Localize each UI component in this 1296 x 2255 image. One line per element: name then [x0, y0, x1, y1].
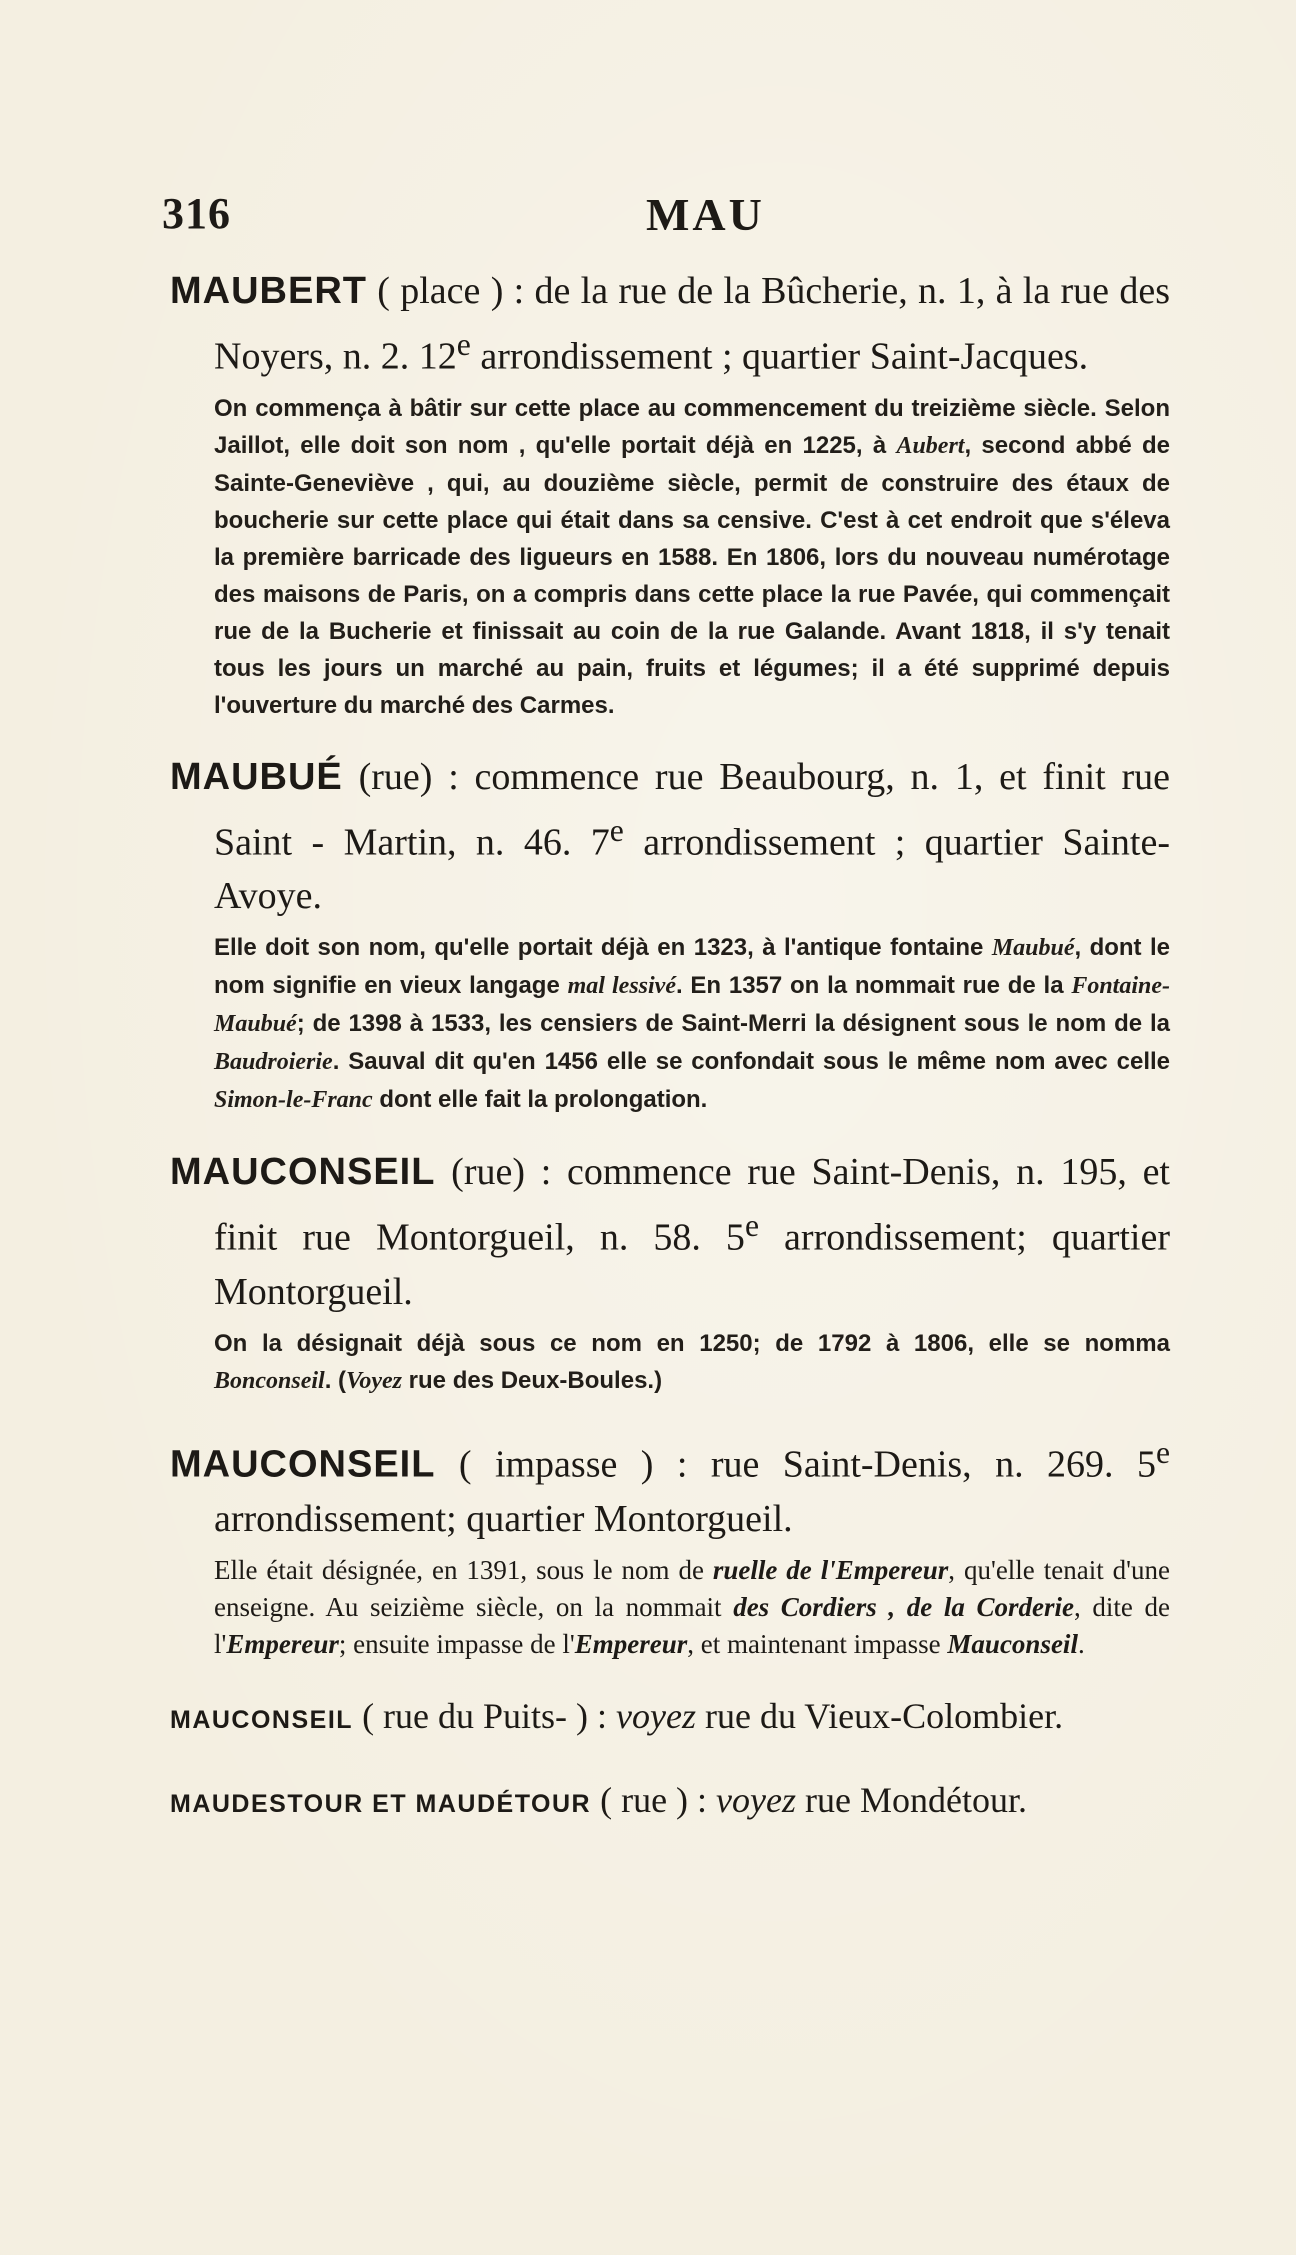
entry-maubue [170, 750, 1170, 1120]
entry-heading [170, 1426, 1170, 1546]
note-text: Elle doit son nom, qu'elle portait déjà en 1323, à l'antique fontaine [214, 934, 992, 962]
running-header [162, 188, 1164, 248]
entry-note [170, 1325, 1170, 1400]
note-text: . [1077, 1628, 1085, 1659]
page-number: 316 [162, 189, 231, 238]
entry-text: ( rue ) : [591, 1779, 717, 1820]
note-text: On commença à bâtir sur cette place au commencement du treizième siècle. Selon Jaillot, elle doit son nom , qu'elle portait déjà en 1225, à [214, 394, 1170, 459]
entry-text: rue du Vieux-Colombier. [695, 1695, 1064, 1736]
entry-text: ( rue du Puits- ) : [353, 1695, 617, 1736]
entry-lemma: MAUBERT [170, 270, 367, 312]
entry-mauconseil-impasse [170, 1426, 1170, 1663]
entry-heading [170, 264, 1170, 384]
ordinal-suffix: e [1155, 1434, 1170, 1470]
note-italic: Fontaine-Maubué [214, 973, 1170, 1038]
ordinal-suffix: e [456, 327, 471, 362]
entry-note [170, 390, 1170, 724]
note-italic: Empereur [226, 1628, 339, 1659]
entry-maubert [170, 264, 1170, 724]
entry-text: (rue) : commence rue Saint-Denis, n. 195, et finit rue Montorgueil, n. 58. 5 [214, 1151, 1170, 1259]
entry-lemma: MAUDESTOUR ET MAUDÉTOUR [170, 1789, 592, 1818]
entry-text: (rue) : commence rue Beaubourg, n. 1, et finit rue Saint - Martin, n. 46. 7 [214, 755, 1170, 864]
section-heading: MAU [646, 189, 765, 240]
note-text: , dont le nom signifie en vieux langage [214, 934, 1170, 1000]
note-text: ; ensuite impasse de l' [338, 1628, 575, 1659]
note-text: rue des Deux-Boules.) [402, 1366, 663, 1394]
note-italic: mal lessivé [567, 973, 676, 1000]
note-text: On la désignait déjà sous ce nom en 1250; de 1792 à 1806, elle se nomma [214, 1329, 1170, 1357]
entry-heading [170, 1689, 1170, 1747]
note-text: , second abbé de Sainte-Geneviève , qui, au douzième siècle, permit de construire des étaux de boucherie sur cette place qui était dans sa censive. C'est à cet endroit que s'éleva la première barricade des ligueurs en 1588. En 1806, lors du nouveau numérotage des maisons de Paris, on a compris dans cette place la rue Pavée, qui commençait rue de la Bucherie et finissait au coin de la rue Galande. Avant 1818, il s'y tenait tous les jours un marché au pain, fruits et légumes; il a été supprimé depuis l'ouverture du marché des Carmes. [214, 431, 1171, 719]
dictionary-content [170, 264, 1170, 1857]
entry-lemma: MAUCONSEIL [170, 1151, 436, 1194]
entry-lemma: MAUCONSEIL [170, 1705, 354, 1734]
entry-text: arrondissement ; quartier Sainte-Avoye. [214, 821, 1170, 918]
note-text: , et maintenant impasse [687, 1628, 948, 1659]
ordinal-suffix: e [609, 812, 624, 848]
entry-heading [170, 1145, 1170, 1319]
entry-lemma: MAUCONSEIL [170, 1443, 436, 1486]
note-text: . En 1357 on la nommait rue de la [675, 972, 1072, 1000]
note-italic: Empereur [574, 1628, 688, 1659]
entry-text: arrondissement; quartier Montorgueil. [214, 1216, 1170, 1313]
note-text: , dite de l' [214, 1591, 1170, 1659]
note-italic: Aubert [896, 432, 965, 459]
entry-heading [170, 1773, 1170, 1831]
note-text: Elle était désignée, en 1391, sous le nom de [214, 1554, 713, 1585]
entry-mauconseil-puits [170, 1689, 1170, 1747]
note-italic: ruelle de l'Empereur [712, 1554, 949, 1585]
entry-mauconseil-rue [170, 1145, 1170, 1400]
see-reference: voyez [616, 1695, 696, 1736]
note-text: . ( [324, 1366, 347, 1394]
entry-note [170, 1552, 1170, 1663]
entry-text: arrondissement; quartier Montorgueil. [214, 1497, 793, 1540]
note-italic: Simon-le-Franc [214, 1087, 373, 1114]
note-text: dont elle fait la prolongation. [372, 1086, 708, 1114]
entry-lemma: MAUBUÉ [170, 755, 343, 798]
see-reference: voyez [716, 1779, 796, 1820]
note-italic: Mauconseil [947, 1628, 1078, 1659]
note-text: , qu'elle tenait d'une enseigne. Au seizième siècle, on la nommait [214, 1554, 1171, 1622]
entry-text: ( impasse ) : rue Saint-Denis, n. 269. 5 [435, 1443, 1156, 1486]
note-italic: des Cordiers , de la Corderie [733, 1591, 1075, 1622]
entry-text: rue Mondétour. [796, 1779, 1027, 1820]
note-italic: Bonconseil [214, 1367, 325, 1394]
entry-heading [170, 750, 1170, 924]
entry-maudestour [170, 1773, 1170, 1831]
note-italic: Voyez [346, 1367, 403, 1394]
entry-text: ( place ) : de la rue de la Bûcherie, n. 1, à la rue des Noyers, n. 2. 12 [214, 270, 1170, 378]
note-text: . Sauval dit qu'en 1456 elle se confondait sous le même nom avec celle [332, 1048, 1170, 1076]
entry-note [170, 929, 1170, 1119]
entry-text: arrondissement ; quartier Saint-Jacques. [470, 335, 1089, 378]
ordinal-suffix: e [744, 1208, 759, 1244]
note-italic: Baudroierie [214, 1049, 333, 1076]
note-text: ; de 1398 à 1533, les censiers de Saint-Merri la désignent sous le nom de la [296, 1010, 1170, 1038]
note-italic: Maubué [991, 935, 1075, 962]
